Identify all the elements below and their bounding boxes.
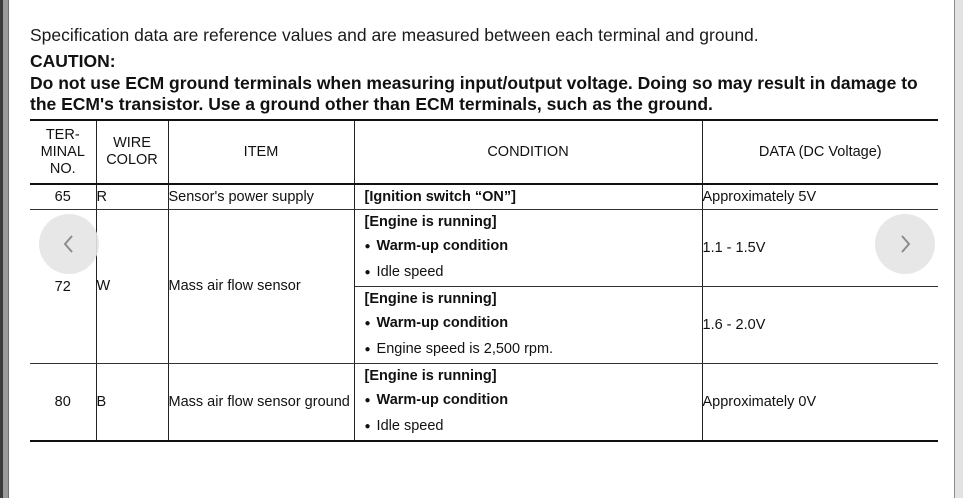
chevron-right-icon xyxy=(893,232,917,256)
data-value-cell: Approximately 0V xyxy=(702,364,938,442)
condition-line: ● Warm-up condition xyxy=(355,311,702,337)
condition-cell xyxy=(354,184,702,210)
wire-color-cell: W xyxy=(96,210,168,364)
window-right-border xyxy=(954,0,963,498)
data-value-cell: Approximately 5V xyxy=(702,184,938,210)
table-row xyxy=(30,210,938,287)
condition-line: ● Idle speed xyxy=(355,414,702,440)
window-left-border xyxy=(0,0,9,498)
condition-line: [Ignition switch “ON”] xyxy=(364,189,516,205)
wire-color-cell: B xyxy=(96,364,168,442)
condition-line: [Engine is running] xyxy=(364,214,497,230)
caution-title: CAUTION: xyxy=(30,51,116,71)
condition-line: [Engine is running] xyxy=(364,291,497,307)
condition-cell xyxy=(354,287,702,364)
condition-line: ● Engine speed is 2,500 rpm. xyxy=(355,337,702,363)
table-row xyxy=(30,184,938,210)
item-cell: Mass air flow sensor ground xyxy=(168,364,354,442)
item-cell: Mass air flow sensor xyxy=(168,210,354,364)
terminal-no-cell: 80 xyxy=(30,364,96,442)
spec-table xyxy=(30,119,938,442)
terminal-no-cell: 65 xyxy=(30,184,96,210)
condition-line: ● Warm-up condition xyxy=(355,388,702,414)
header-data: DATA (DC Voltage) xyxy=(702,120,938,184)
chevron-left-icon xyxy=(57,232,81,256)
header-wire-color: WIRE COLOR xyxy=(96,120,168,184)
terminal-no-cell: 72 xyxy=(30,210,96,364)
header-terminal: TER- MINAL NO. xyxy=(30,120,96,184)
header-condition: CONDITION xyxy=(354,120,702,184)
table-row xyxy=(30,364,938,442)
next-page-button[interactable] xyxy=(875,214,935,274)
data-value-cell: 1.1 - 1.5V xyxy=(702,210,938,287)
previous-page-button[interactable] xyxy=(39,214,99,274)
header-item: ITEM xyxy=(168,120,354,184)
condition-line: ● Idle speed xyxy=(355,260,702,286)
item-cell: Sensor's power supply xyxy=(168,184,354,210)
caution-text: Do not use ECM ground terminals when measuring input/output voltage. Doing so may result in damage to the ECM's transistor. Use a ground other than ECM terminals, such as the ground. xyxy=(30,73,918,114)
condition-cell xyxy=(354,364,702,442)
intro-text: Specification data are reference values and are measured between each terminal and ground. xyxy=(30,25,759,45)
data-value-cell: 1.6 - 2.0V xyxy=(702,287,938,364)
condition-line: ● Warm-up condition xyxy=(355,234,702,260)
table-header-row xyxy=(30,120,938,184)
condition-cell xyxy=(354,210,702,287)
wire-color-cell: R xyxy=(96,184,168,210)
condition-line: [Engine is running] xyxy=(364,368,497,384)
